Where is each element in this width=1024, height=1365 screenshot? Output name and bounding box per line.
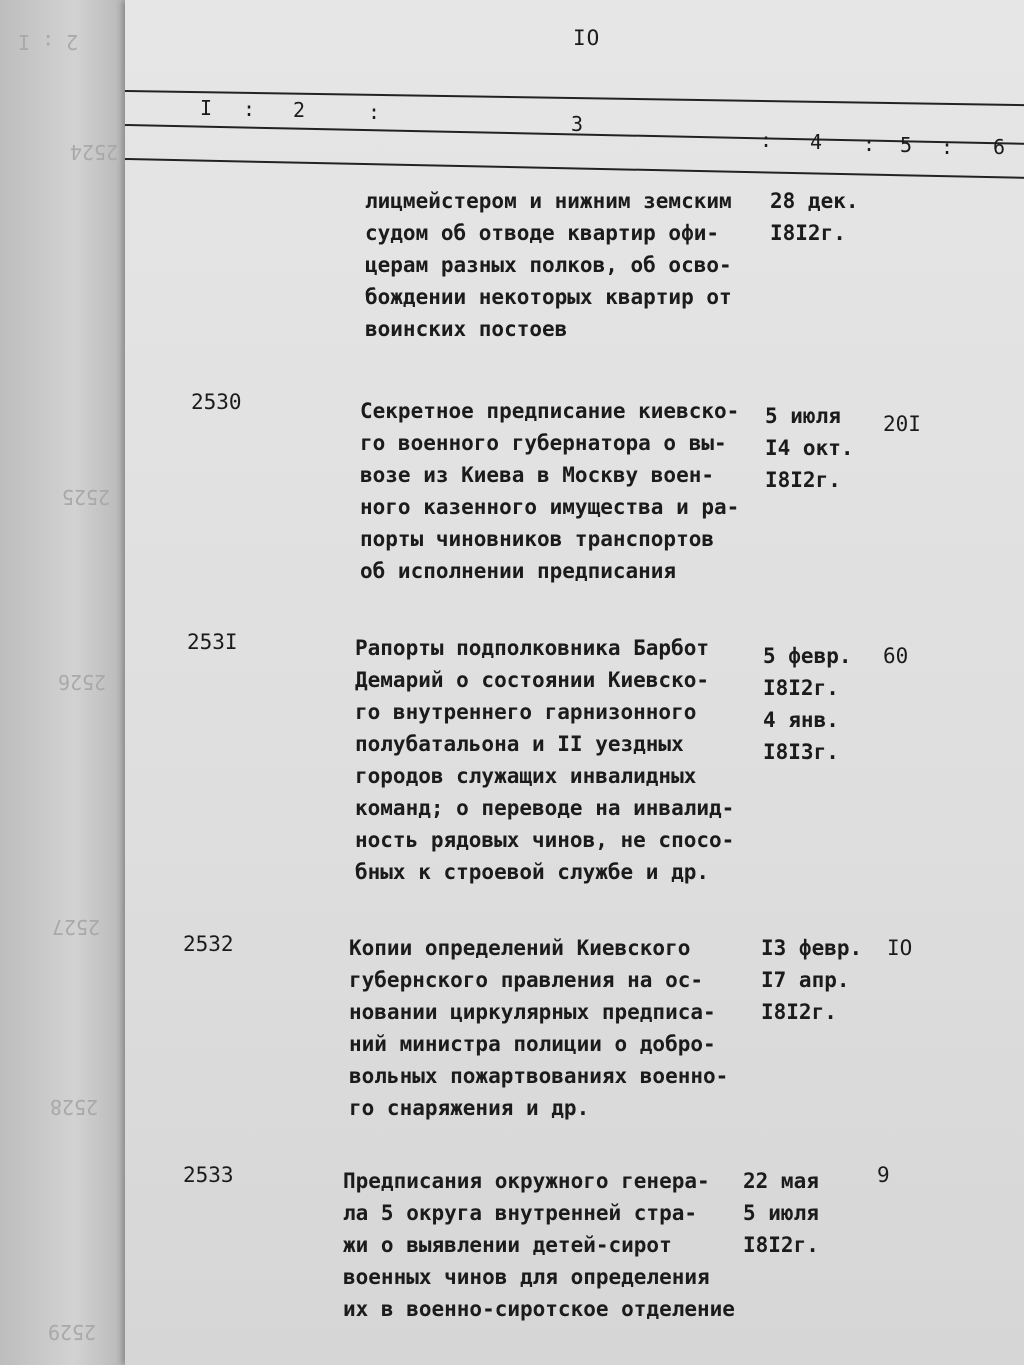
column-header	[125, 80, 1024, 170]
ghost-header-marks: 2 : I	[18, 30, 79, 54]
column-header-1: I	[200, 96, 213, 120]
description-line: жи о выявлении детей-сирот	[343, 1233, 672, 1257]
description-line: судом об отводе квартир офи-	[365, 221, 720, 245]
description-line: вольных пожартвованиях военно-	[349, 1064, 729, 1088]
description-line: об исполнении предписания	[360, 559, 677, 583]
entry-number: 2533	[183, 1163, 234, 1187]
description-line: бных к строевой службе и др.	[355, 860, 710, 884]
date-line: I8I2г.	[765, 468, 841, 492]
ghost-number-2527: 2527	[52, 915, 101, 939]
entry-description	[343, 1165, 763, 1325]
date-line: I7 апр.	[761, 968, 850, 992]
entry-sheets: 9	[877, 1163, 890, 1187]
description-line: го внутреннего гарнизонного	[355, 700, 697, 724]
description-line: го снаряжения и др.	[349, 1096, 590, 1120]
ghost-number-2525: 2525	[62, 485, 111, 509]
description-line: команд; о переводе на инвалид-	[355, 796, 735, 820]
date-line: 5 июля	[765, 404, 841, 428]
ghost-number-2524: 2524	[70, 140, 119, 164]
ghost-number-2528: 2528	[50, 1095, 99, 1119]
description-line: го военного губернатора о вы-	[360, 431, 727, 455]
date-line: 22 мая	[743, 1169, 819, 1193]
description-line: церам разных полков, об осво-	[365, 253, 732, 277]
date-line: 28 дек.	[770, 189, 859, 213]
date-line: I8I2г.	[763, 676, 839, 700]
column-separator: :	[760, 128, 773, 152]
description-line: воинских постоев	[365, 317, 568, 341]
date-line: I8I2г.	[743, 1233, 819, 1257]
date-line: 5 февр.	[763, 644, 852, 668]
description-line: Рапорты подполковника Барбот	[355, 636, 710, 660]
description-line: ла 5 округа внутренней стра-	[343, 1201, 698, 1225]
description-line: ний министра полиции о добро-	[349, 1032, 716, 1056]
date-line: I8I2г.	[770, 221, 846, 245]
header-rule-bottom	[125, 158, 1024, 179]
page-number: IO	[573, 26, 601, 50]
entry-sheets: 20I	[883, 412, 921, 436]
description-line: губернского правления на ос-	[349, 968, 704, 992]
entry-dates	[770, 185, 859, 249]
description-line: возе из Киева в Москву воен-	[360, 463, 715, 487]
ghost-number-2529: 2529	[48, 1320, 97, 1344]
column-header-6: 6	[993, 135, 1006, 159]
column-header-4: 4	[810, 130, 823, 154]
description-line: Секретное предписание киевско-	[360, 399, 740, 423]
entry-dates	[763, 640, 852, 768]
date-line: I4 окт.	[765, 436, 854, 460]
entry-sheets: 60	[883, 644, 909, 668]
column-header-5: 5	[900, 133, 913, 157]
column-separator: :	[863, 132, 876, 156]
date-line: 4 янв.	[763, 708, 839, 732]
date-line: I8I3г.	[763, 740, 839, 764]
description-line: Копии определений Киевского	[349, 936, 691, 960]
entry-dates	[765, 400, 854, 496]
description-line: новании циркулярных предписа-	[349, 1000, 716, 1024]
description-line: ность рядовых чинов, не спосо-	[355, 828, 735, 852]
entry-dates	[743, 1165, 819, 1261]
description-line: лицмейстером и нижним земским	[365, 189, 732, 213]
column-separator: :	[368, 100, 381, 124]
previous-page-edge	[0, 0, 135, 1365]
entry-number: 2532	[183, 932, 234, 956]
description-line: военных чинов для определения	[343, 1265, 710, 1289]
description-line: полубатальона и II уездных	[355, 732, 684, 756]
header-rule-top	[125, 90, 1024, 106]
description-line: городов служащих инвалидных	[355, 764, 697, 788]
entry-number: 253I	[187, 630, 238, 654]
description-line: ного казенного имущества и ра-	[360, 495, 740, 519]
description-line: Предписания окружного генера-	[343, 1169, 710, 1193]
description-line: порты чиновников транспортов	[360, 527, 715, 551]
column-header-3: 3	[571, 112, 584, 136]
description-line: Демарий о состоянии Киевско-	[355, 668, 710, 692]
entry-dates	[761, 932, 862, 1028]
entry-description	[360, 395, 780, 587]
entry-description	[349, 932, 769, 1124]
date-line: I3 февр.	[761, 936, 863, 960]
entry-number: 2530	[191, 390, 242, 414]
entry-description	[355, 632, 775, 888]
entry-sheets: IO	[887, 936, 913, 960]
column-separator: :	[243, 97, 256, 121]
column-separator: :	[941, 135, 954, 159]
date-line: 5 июля	[743, 1201, 819, 1225]
document-page	[125, 0, 1024, 1365]
date-line: I8I2г.	[761, 1000, 837, 1024]
column-header-2: 2	[293, 98, 306, 122]
entry-description	[365, 185, 785, 345]
ghost-number-2526: 2526	[58, 670, 107, 694]
description-line: бождении некоторых квартир от	[365, 285, 732, 309]
description-line: их в военно-сиротское отделение	[343, 1297, 735, 1321]
